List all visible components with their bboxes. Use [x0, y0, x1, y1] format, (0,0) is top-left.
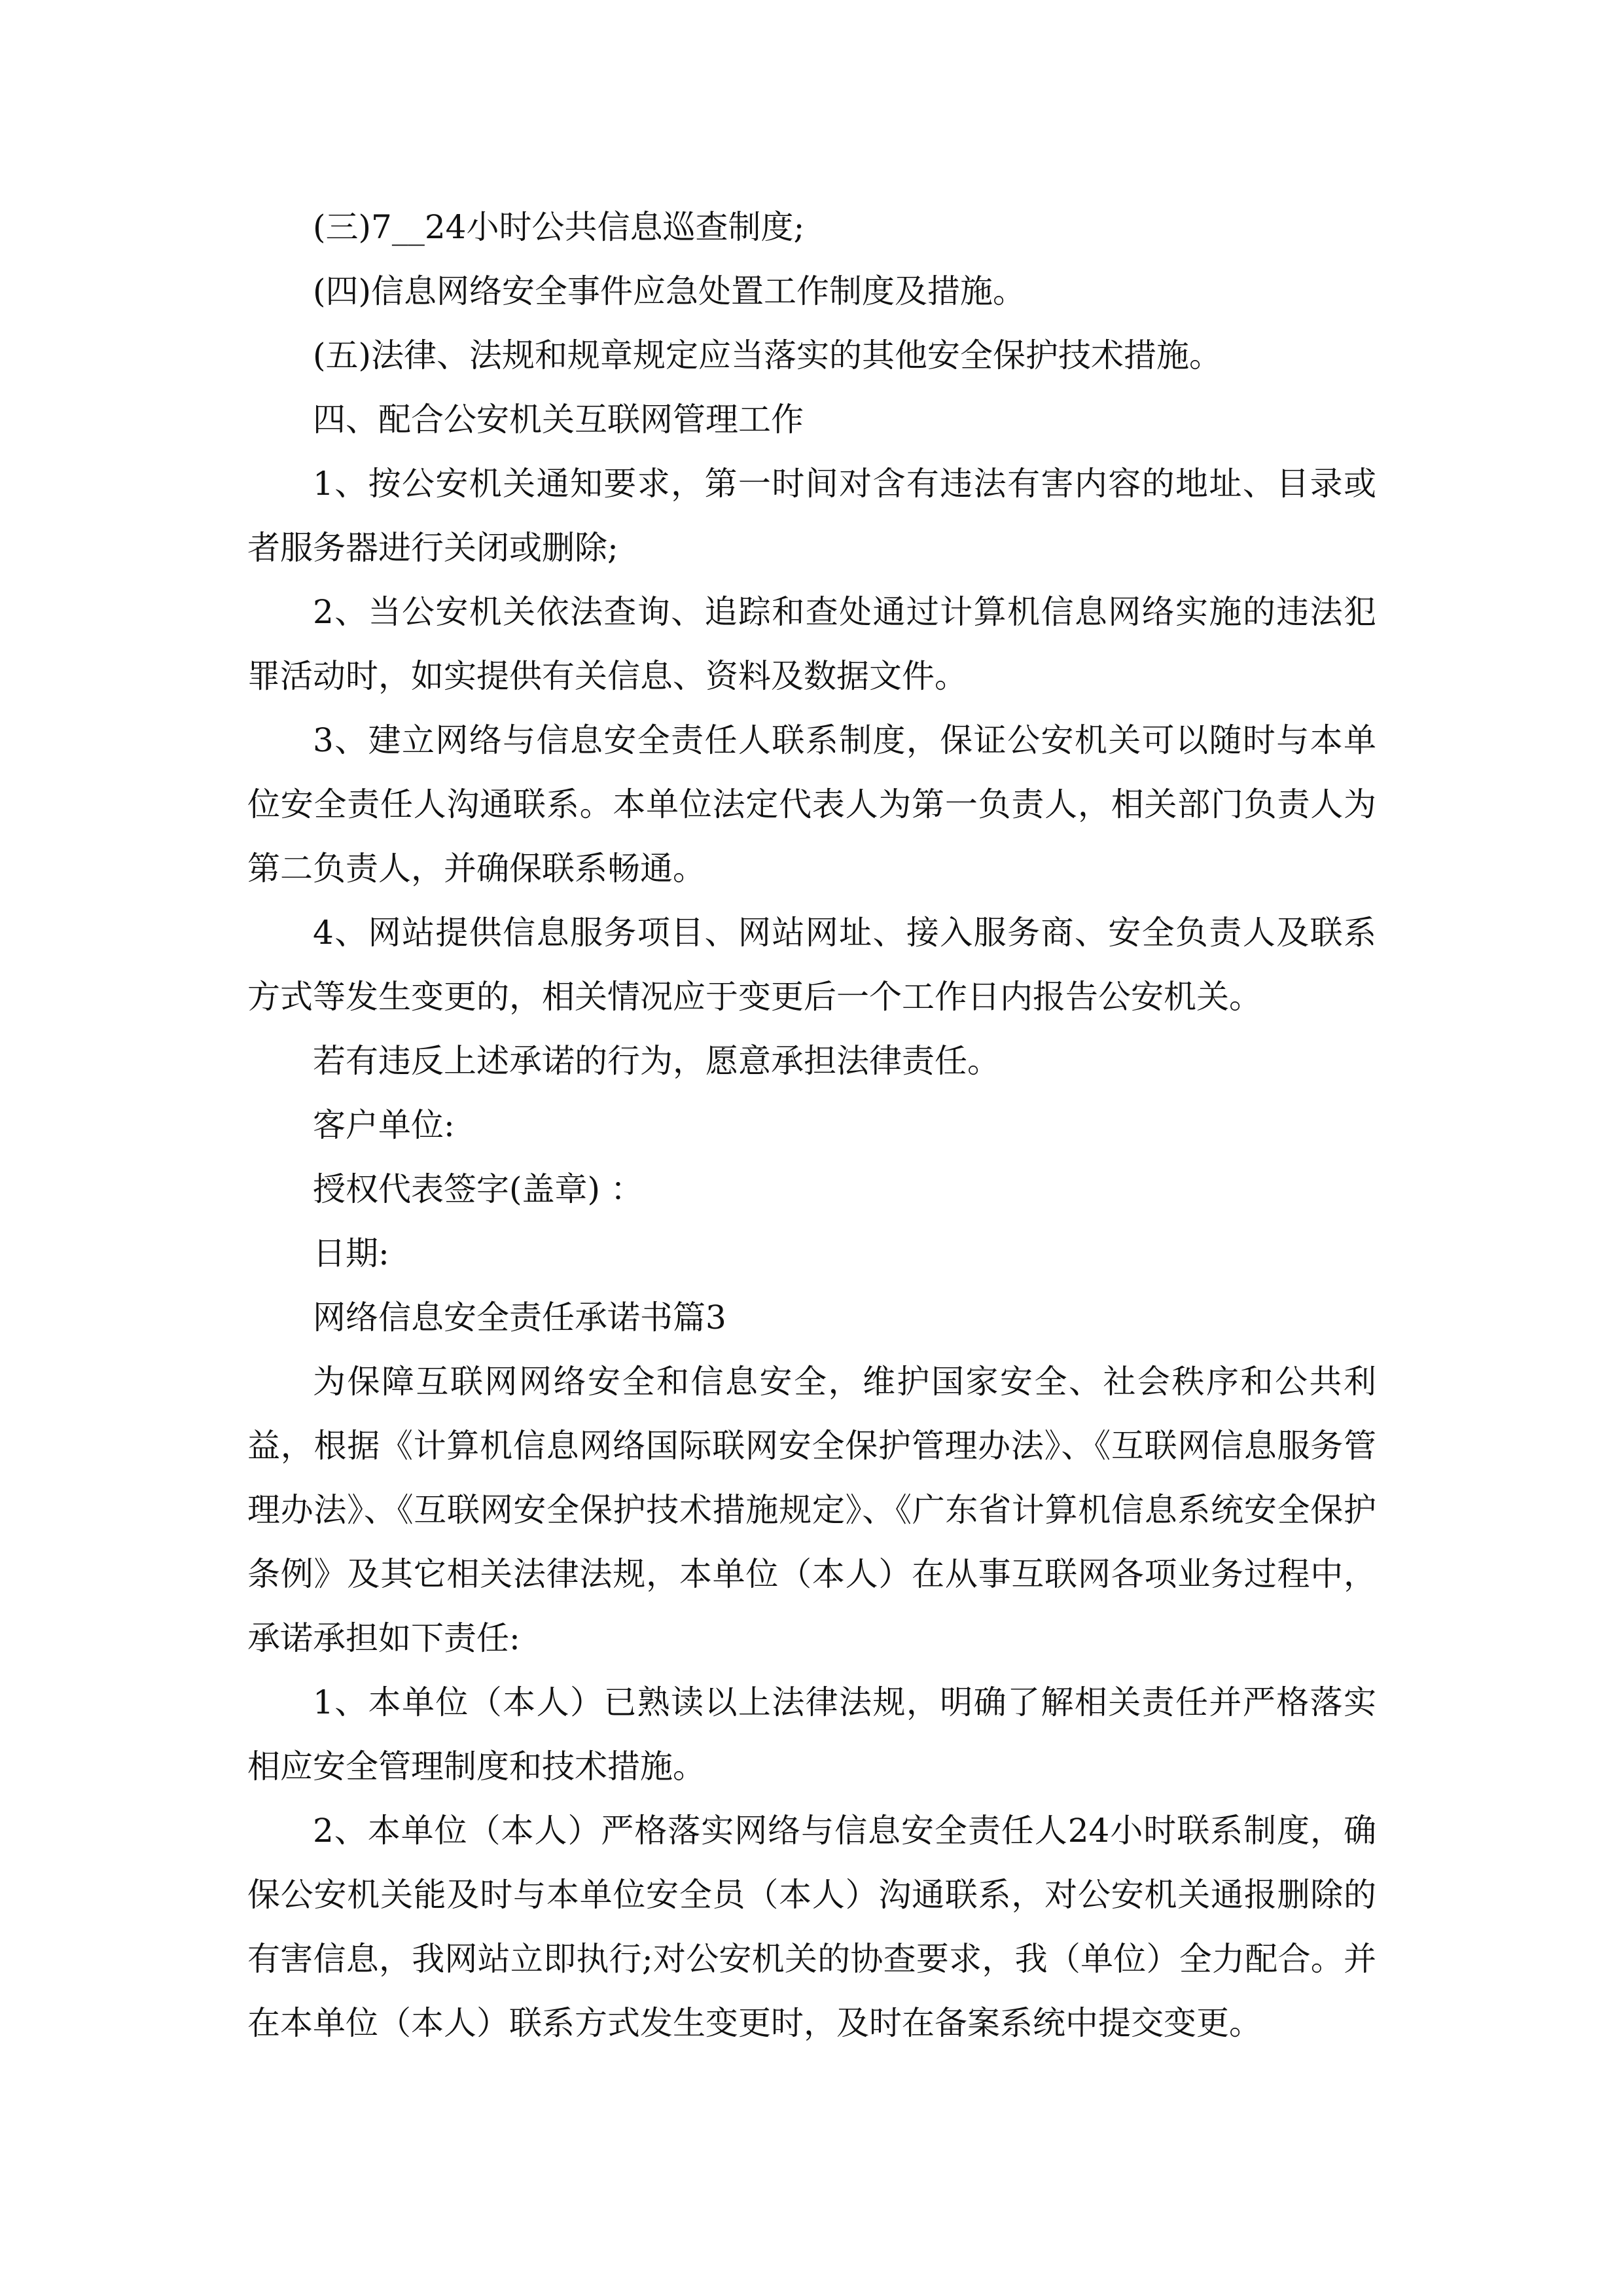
section-heading-4: 四、配合公安机关互联网管理工作 — [313, 401, 804, 439]
signature-label: 授权代表签字(盖章) ： — [313, 1170, 643, 1208]
commitment-statement: 若有违反上述承诺的行为，愿意承担法律责任。 — [313, 1042, 1000, 1080]
intro-paragraph: 为保障互联网网络安全和信息安全，维护国家安全、社会秩序和公共利益，根据《计算机信息网络国际联网安全保护管理办法》、《互联网信息服务管理办法》、《互联网安全保护技术措施规定》、《广东省计算机信息系统安全保护条例》及其它相关法律法规，本单位（本人）在从事互联网各项业务过程中，承诺承担如下责任: — [247, 1363, 1376, 1657]
paragraph-item-5: (五)法律、法规和规章规定应当落实的其他安全保护技术措施。 — [313, 336, 1222, 374]
paragraph-clause-3: 3、建立网络与信息安全责任人联系制度，保证公安机关可以随时与本单位安全责任人沟通联系。本单位法定代表人为第一负责人，相关部门负责人为第二负责人，并确保联系畅通。 — [247, 721, 1376, 888]
paragraph-clause-2: 2、当公安机关依法查询、追踪和查处通过计算机信息网络实施的违法犯罪活动时，如实提供有关信息、资料及数据文件。 — [247, 593, 1376, 695]
paragraph-clause-1: 1、按公安机关通知要求，第一时间对含有违法有害内容的地址、目录或者服务器进行关闭或删除; — [247, 465, 1376, 567]
responsibility-item-1: 1、本单位（本人）已熟读以上法律法规，明确了解相关责任并严格落实相应安全管理制度和技术措施。 — [247, 1683, 1376, 1785]
paragraph-item-4: (四)信息网络安全事件应急处置工作制度及措施。 — [313, 272, 1026, 310]
paragraph-clause-4: 4、网站提供信息服务项目、网站网址、接入服务商、安全负责人及联系方式等发生变更的，相关情况应于变更后一个工作日内报告公安机关。 — [247, 914, 1376, 1016]
date-label: 日期: — [313, 1234, 389, 1272]
responsibility-item-2: 2、本单位（本人）严格落实网络与信息安全责任人24小时联系制度，确保公安机关能及时与本单位安全员（本人）沟通联系，对公安机关通报删除的有害信息，我网站立即执行;对公安机关的协查要求，我（单位）全力配合。并在本单位（本人）联系方式发生变更时，及时在备案系统中提交变更。 — [247, 1812, 1376, 2042]
paragraph-item-3: (三)7__24小时公共信息巡查制度; — [313, 208, 805, 246]
document-section-title: 网络信息安全责任承诺书篇3 — [313, 1299, 726, 1336]
document-body — [247, 195, 1376, 2055]
client-unit-label: 客户单位: — [313, 1106, 455, 1144]
